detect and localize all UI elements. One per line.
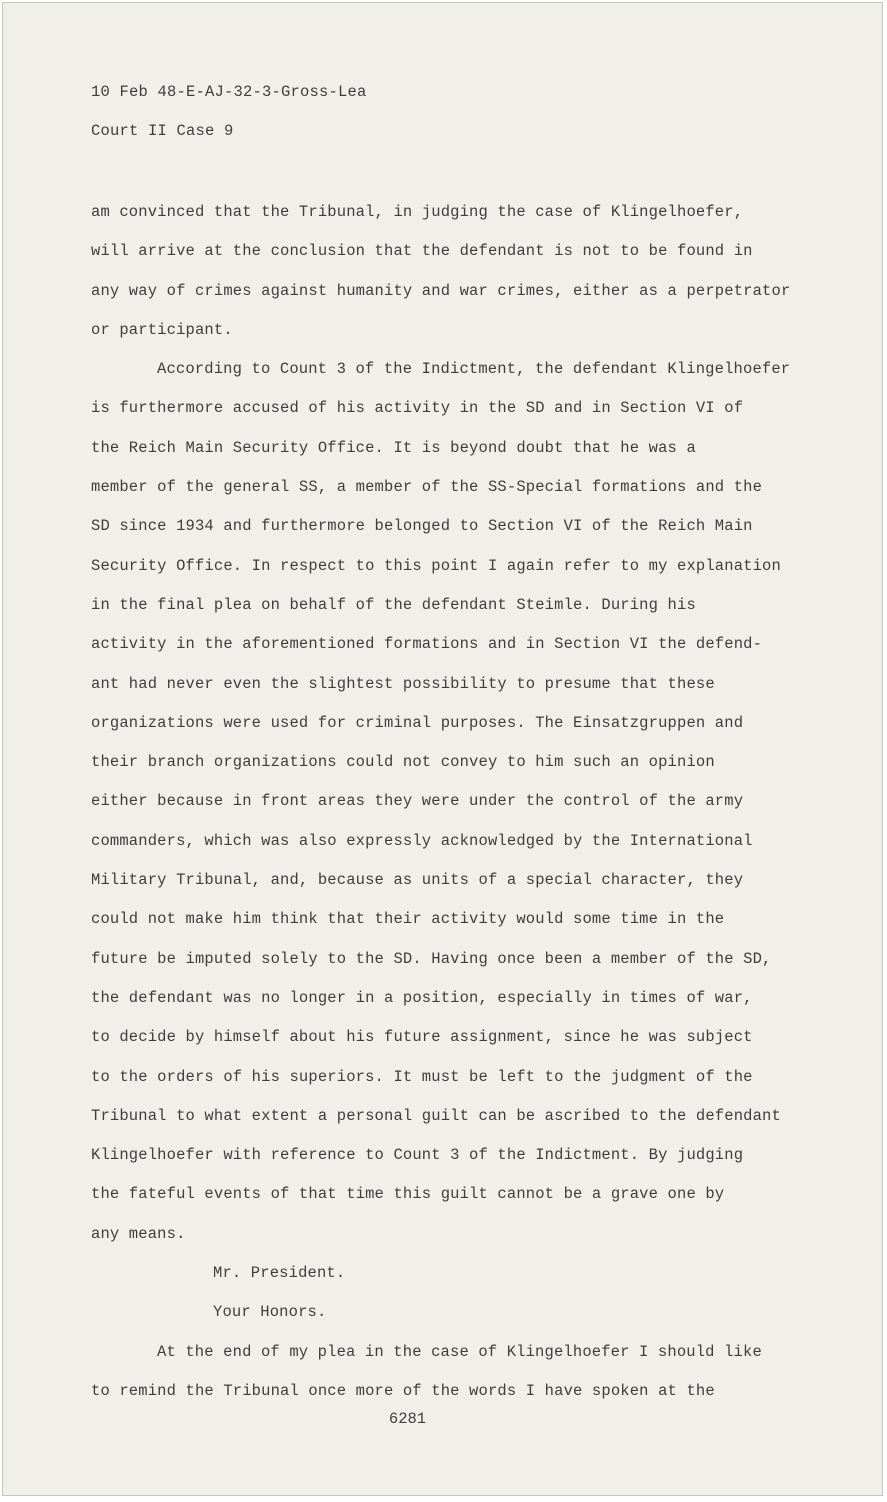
text-line: member of the general SS, a member of the SS-Special formations and the	[91, 478, 763, 497]
text-line: At the end of my plea in the case of Klingelhoefer I should like	[157, 1342, 762, 1361]
text-line: commanders, which was also expressly acknowledged by the International	[91, 831, 753, 850]
text-line: either because in front areas they were under the control of the army	[91, 792, 744, 811]
court-case-label: Court II Case 9	[91, 122, 234, 140]
text-line: organizations were used for criminal purposes. The Einsatzgruppen and	[91, 713, 744, 732]
text-line: or participant.	[91, 320, 233, 339]
text-line: Tribunal to what extent a personal guilt can be ascribed to the defendant	[91, 1106, 781, 1125]
text-line: Mr. President.	[213, 1264, 346, 1283]
text-line: will arrive at the conclusion that the defendant is not to be found in	[91, 242, 753, 261]
text-line: is furthermore accused of his activity in the SD and in Section VI of	[91, 399, 744, 418]
text-line: their branch organizations could not convey to him such an opinion	[91, 753, 715, 772]
page-number: 6281	[388, 1410, 427, 1428]
text-line: the Reich Main Security Office. It is beyond doubt that he was a	[91, 438, 696, 457]
body-text	[91, 201, 821, 1419]
text-line: SD since 1934 and furthermore belonged to Section VI of the Reich Main	[91, 517, 753, 536]
text-line: the fateful events of that time this guilt cannot be a grave one by	[91, 1185, 725, 1204]
text-line: the defendant was no longer in a position, especially in times of war,	[91, 988, 753, 1007]
text-line: ant had never even the slightest possibility to presume that these	[91, 674, 715, 693]
text-line: to remind the Tribunal once more of the words I have spoken at the	[91, 1381, 715, 1400]
document-page	[2, 2, 883, 1496]
text-line: Security Office. In respect to this point I again refer to my explanation	[91, 556, 781, 575]
text-line: any way of crimes against humanity and war crimes, either as a perpetrator	[91, 281, 791, 300]
text-line: Klingelhoefer with reference to Count 3 of the Indictment. By judging	[91, 1146, 744, 1165]
text-line: According to Count 3 of the Indictment, the defendant Klingelhoefer	[157, 360, 791, 379]
document-id: 10 Feb 48-E-AJ-32-3-Gross-Lea	[91, 83, 367, 101]
text-line: activity in the aforementioned formations and in Section VI the defend-	[91, 635, 763, 654]
text-line: future be imputed solely to the SD. Having once been a member of the SD,	[91, 949, 772, 968]
text-line: to the orders of his superiors. It must be left to the judgment of the	[91, 1067, 753, 1086]
text-line: to decide by himself about his future assignment, since he was subject	[91, 1028, 753, 1047]
text-line: any means.	[91, 1224, 186, 1243]
text-line: Your Honors.	[213, 1303, 327, 1322]
text-line: Military Tribunal, and, because as units of a special character, they	[91, 871, 744, 890]
text-line: am convinced that the Tribunal, in judging the case of Klingelhoefer,	[91, 203, 744, 221]
text-line: could not make him think that their activity would some time in the	[91, 910, 725, 929]
text-line: in the final plea on behalf of the defendant Steimle. During his	[91, 595, 696, 614]
